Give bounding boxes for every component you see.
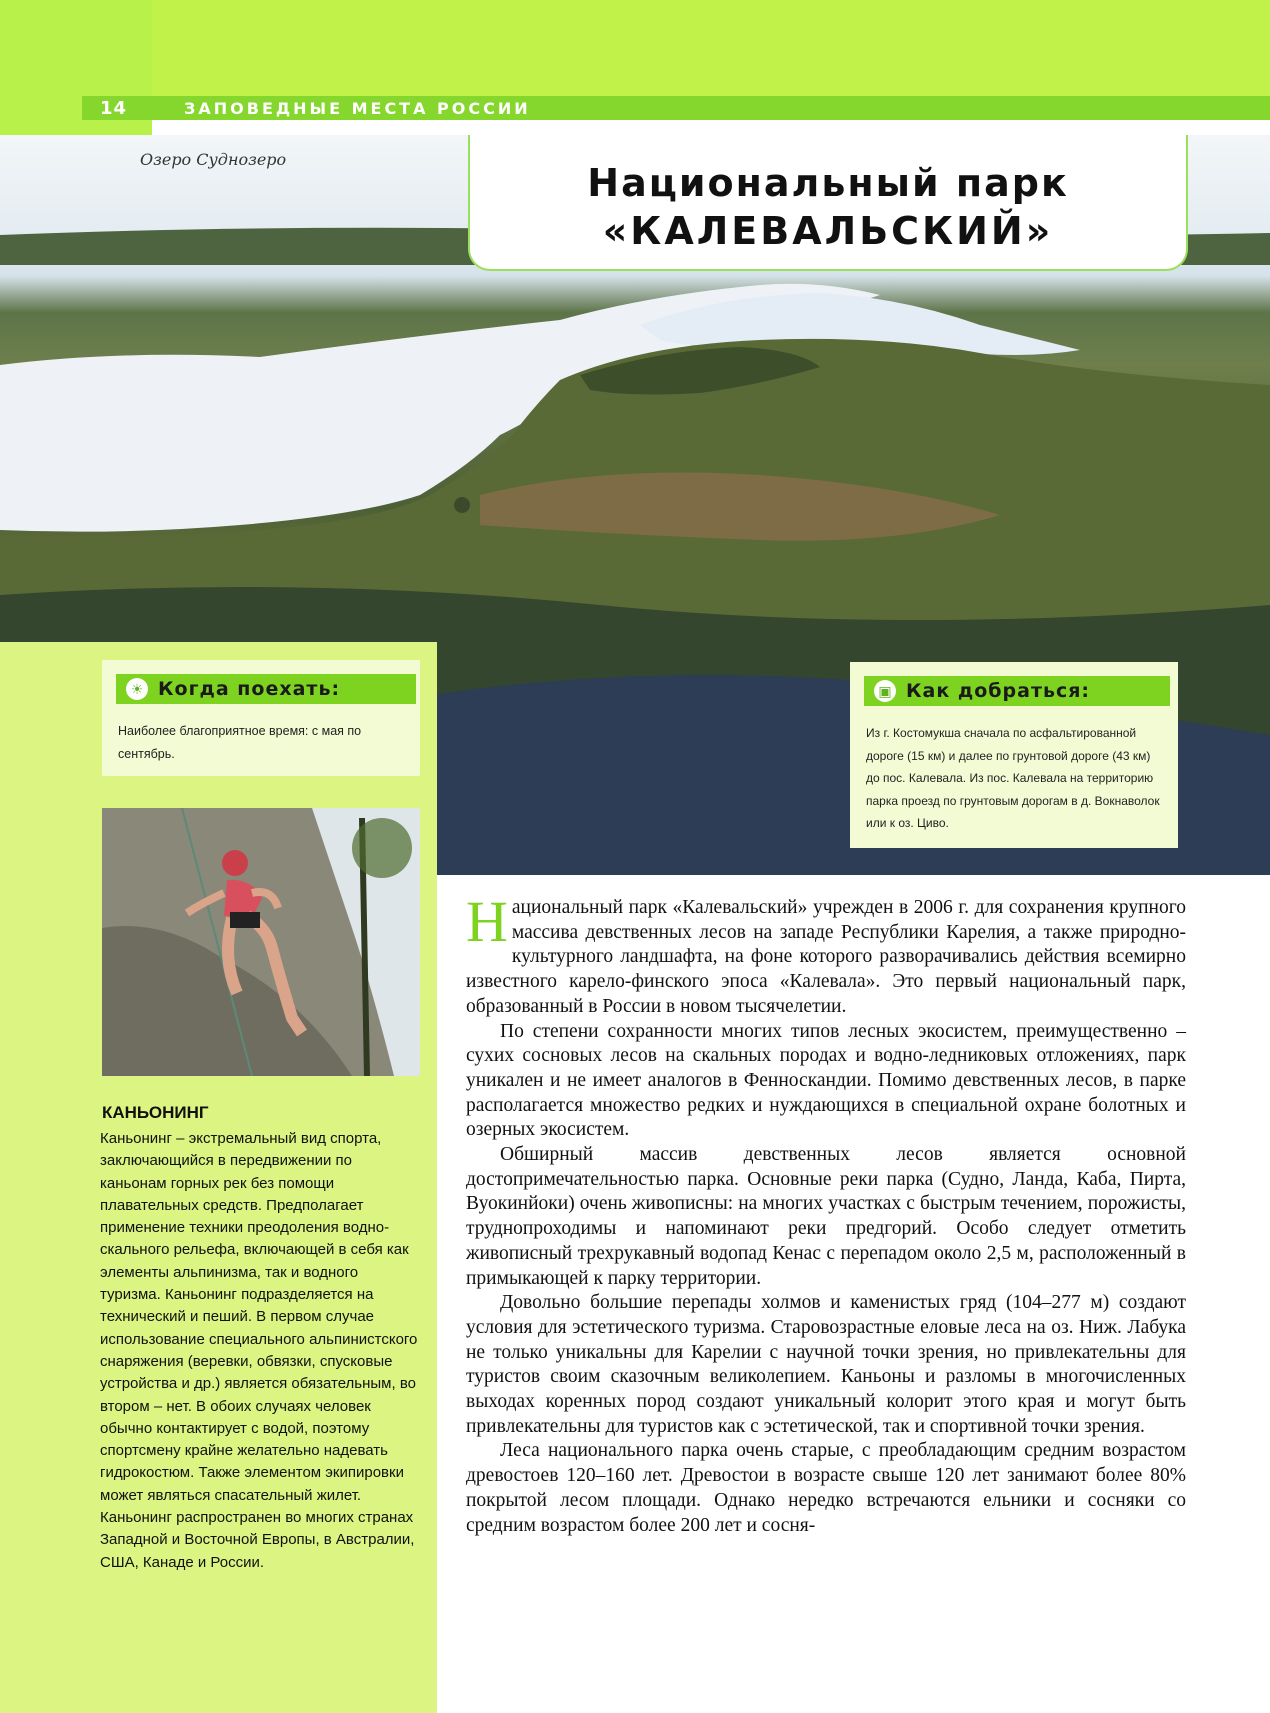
page-title: Национальный парк [587,161,1069,205]
photo-caption: Озеро Суднозеро [140,150,287,169]
when-to-go-title: Когда поехать: [158,678,341,700]
climber-illustration [102,808,420,1076]
how-to-get-box [850,662,1178,848]
how-to-get-header [864,676,1170,706]
article-paragraph: Обширный массив девственных лесов является основной достопримечательностью парка. Основные реки парка (Судно, Ланда, Каба, Пирта, Вуокинйоки) очень живописны: на многих участках с быстрым течением, порожисты, труднопроходимы и напоминают реки предгорий. Особо следует отметить живописный трехрукавный водопад Кенас с перепадом около 2,5 м, расположенный в примыкающей к парку территории. [466,1144,1186,1289]
top-green-band [152,0,1270,96]
running-header [82,96,1270,120]
article-paragraph [466,889,1186,1020]
article-paragraph-text: ациональный парк «Калевальский» учрежден в 2006 г. для сохранения крупного массива девственных лесов на западе Республики Карелия, а также природно-культурного ландшафта, на фоне которого разворачивались действия всемирно известного карело-финского эпоса «Калевала». Это первый национальный парк, образованный в России в новом тысячелетии. [466,897,1186,1017]
page-number: 14 [100,97,128,119]
sidebar-text: Каньонинг – экстремальный вид спорта, заключающийся в передвижении по каньонам горных рек без помощи плавательных средств. Предполагает применение техники преодоления водно-скального рельефа, включающей в себя как элементы альпинизма, так и водного туризма. Каньонинг подразделяется на технический и пеший. В первом случае использование специального альпинистского снаряжения (веревки, обвязки, спусковые устройства и др.) является обязательным, во втором – нет. В обоих случаях человек обычно контактирует с водой, поэтому спортсмену крайне желательно надевать гидрокостюм. Также элементом экипировки может являться спасательный жилет. Каньонинг распространен во многих странах Западной и Восточной Европы, в Австралии, США, Канаде и России. [100,1130,418,1571]
how-to-get-title: Как добраться: [906,680,1091,702]
when-to-go-box [102,660,420,776]
article-paragraph: По степени сохранности многих типов лесных экосистем, преимущественно – сухих сосновых лесов на скальных породах и водно-ледниковых отложениях, парк уникален и не имеет аналогов в Фенноскандии. Помимо девственных лесов, в парке располагается множество редких и нуждающихся в специальной охране болотных и озерных экосистем. [466,1020,1186,1141]
climber-photo [102,808,420,1076]
section-title: ЗАПОВЕДНЫЕ МЕСТА РОССИИ [184,98,531,118]
bus-icon: ▣ [874,680,896,702]
drop-cap: Н [466,889,508,954]
article-paragraph: Довольно большие перепады холмов и каменистых гряд (104–277 м) создают условия для эстетического туризма. Старовозрастные еловые леса на оз. Ниж. Лабука не только уникальны для Карелии с научной точки зрения, но привлекательны для туристов своим сказочным великолепием. Каньоны и разломы в многочисленных выходах коренных пород создают уникальный колорит этого края и могут быть привлекательны для туристов как с эстетической, так и спортивной точки зрения. [466,1292,1186,1437]
sun-icon: ☀ [126,678,148,700]
title-box [468,135,1188,271]
article-paragraph: Леса национального парка очень старые, с преобладающим средним возрастом древостоев 120–160 лет. Древостои в возрасте свыше 120 лет занимают более 80% покрытой лесом площади. Однако нередко встречаются ельники и сосняки со средним возрастом более 200 лет и сосня- [466,1440,1186,1536]
sidebar-heading: КАНЬОНИНГ [102,1103,209,1122]
article-body [466,889,1186,1538]
page-title-park-name: «КАЛЕВАЛЬСКИЙ» [602,209,1054,253]
when-to-go-text: Наиболее благоприятное время: с мая по сентябрь. [118,724,362,761]
when-to-go-header [116,674,416,704]
how-to-get-text: Из г. Костомукша сначала по асфальтированной дороге (15 км) и далее по грунтовой дороге (43 км) до пос. Калевала. Из пос. Калевала на территорию парка проезд по грунтовым дорогам в д. Вокнаволок или к оз. Циво. [866,726,1160,830]
